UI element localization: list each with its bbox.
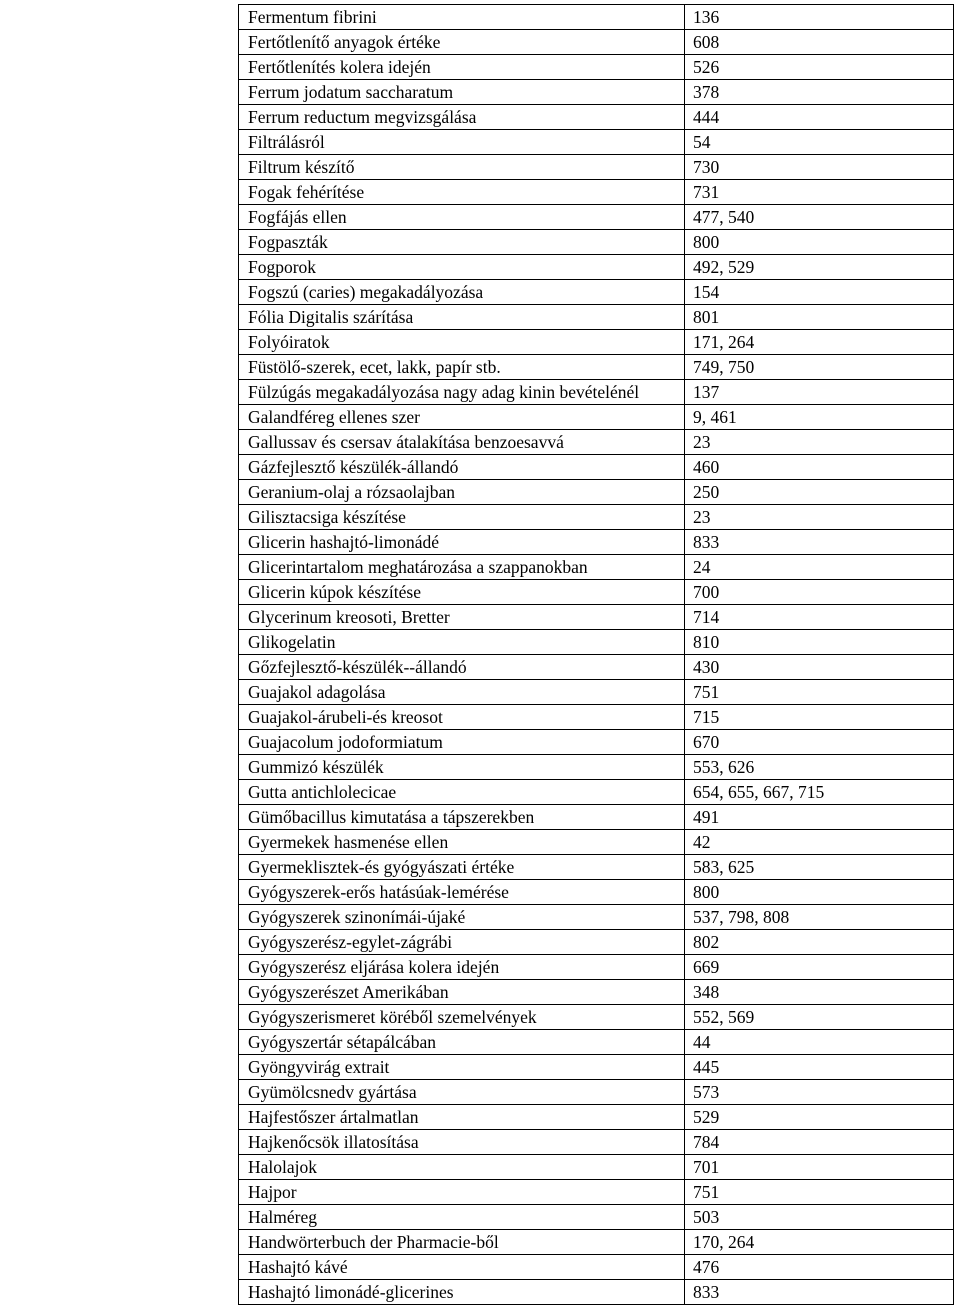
page-cell: 800 [685,230,954,255]
table-row [239,1005,954,1030]
page-cell: 537, 798, 808 [685,905,954,930]
term-cell: Fertőtlenítő anyagok értéke [239,30,685,55]
term-cell: Gyógyszerész eljárása kolera idején [239,955,685,980]
term-cell: Fogporok [239,255,685,280]
term-cell: Folyóiratok [239,330,685,355]
page-cell: 503 [685,1205,954,1230]
page-cell: 810 [685,630,954,655]
page-cell: 833 [685,1280,954,1305]
table-row [239,1080,954,1105]
term-cell: Hajfestőszer ártalmatlan [239,1105,685,1130]
page-cell: 430 [685,655,954,680]
page-cell: 552, 569 [685,1005,954,1030]
table-row [239,730,954,755]
page-cell: 751 [685,1180,954,1205]
page-cell: 833 [685,530,954,555]
table-row [239,5,954,30]
table-row [239,55,954,80]
table-row [239,480,954,505]
table-row [239,755,954,780]
term-cell: Ferrum reductum megvizsgálása [239,105,685,130]
term-cell: Gyógyszerek szinonímái-újaké [239,905,685,930]
term-cell: Gyógyszerészet Amerikában [239,980,685,1005]
term-cell: Halméreg [239,1205,685,1230]
table-row [239,980,954,1005]
page-cell: 378 [685,80,954,105]
page-cell: 608 [685,30,954,55]
term-cell: Gyöngyvirág extrait [239,1055,685,1080]
page-cell: 23 [685,505,954,530]
table-row [239,205,954,230]
table-row [239,30,954,55]
table-row [239,655,954,680]
table-row [239,1205,954,1230]
page-cell: 460 [685,455,954,480]
page-cell: 553, 626 [685,755,954,780]
term-cell: Gyógyszerismeret köréből szemelvények [239,1005,685,1030]
page-cell: 23 [685,430,954,455]
table-row [239,880,954,905]
page-cell: 669 [685,955,954,980]
term-cell: Gutta antichlolecicae [239,780,685,805]
term-cell: Füstölő-szerek, ecet, lakk, papír stb. [239,355,685,380]
page-cell: 800 [685,880,954,905]
term-cell: Hajkenőcsök illatosítása [239,1130,685,1155]
term-cell: Hashajtó limonádé-glicerines [239,1280,685,1305]
page-cell: 445 [685,1055,954,1080]
page-cell: 44 [685,1030,954,1055]
page-cell: 715 [685,705,954,730]
table-row [239,130,954,155]
page-cell: 491 [685,805,954,830]
page-cell: 749, 750 [685,355,954,380]
page-cell: 654, 655, 667, 715 [685,780,954,805]
table-row [239,780,954,805]
table-row [239,955,954,980]
term-cell: Geranium-olaj a rózsaolajban [239,480,685,505]
page-cell: 731 [685,180,954,205]
page-cell: 137 [685,380,954,405]
table-row [239,680,954,705]
table-row [239,705,954,730]
table-row [239,1030,954,1055]
table-row [239,380,954,405]
table-row [239,1055,954,1080]
term-cell: Fülzúgás megakadályozása nagy adag kinin bevételénél [239,380,685,405]
term-cell: Hashajtó kávé [239,1255,685,1280]
term-cell: Handwörterbuch der Pharmacie-ből [239,1230,685,1255]
page-cell: 477, 540 [685,205,954,230]
table-row [239,805,954,830]
term-cell: Gyógyszerész-egylet-zágrábi [239,930,685,955]
page-cell: 526 [685,55,954,80]
term-cell: Hajpor [239,1180,685,1205]
term-cell: Ferrum jodatum saccharatum [239,80,685,105]
page-cell: 170, 264 [685,1230,954,1255]
table-row [239,1130,954,1155]
term-cell: Fogpaszták [239,230,685,255]
table-row [239,905,954,930]
page-cell: 24 [685,555,954,580]
table-row [239,255,954,280]
page-cell: 444 [685,105,954,130]
table-row [239,855,954,880]
term-cell: Gőzfejlesztő-készülék--állandó [239,655,685,680]
table-row [239,455,954,480]
table-row [239,830,954,855]
page-cell: 136 [685,5,954,30]
term-cell: Glicerin kúpok készítése [239,580,685,605]
table-row [239,1155,954,1180]
page-cell: 42 [685,830,954,855]
term-cell: Fermentum fibrini [239,5,685,30]
page-cell: 802 [685,930,954,955]
page-cell: 730 [685,155,954,180]
table-row [239,355,954,380]
term-cell: Guajakol adagolása [239,680,685,705]
term-cell: Glycerinum kreosoti, Bretter [239,605,685,630]
table-row [239,105,954,130]
page-cell: 670 [685,730,954,755]
table-row [239,405,954,430]
page-cell: 573 [685,1080,954,1105]
table-row [239,1180,954,1205]
term-cell: Filtrálásról [239,130,685,155]
table-row [239,1255,954,1280]
term-cell: Gyógyszertár sétapálcában [239,1030,685,1055]
term-cell: Fólia Digitalis szárítása [239,305,685,330]
page-cell: 751 [685,680,954,705]
page-cell: 348 [685,980,954,1005]
table-row [239,180,954,205]
term-cell: Gallussav és csersav átalakítása benzoesavvá [239,430,685,455]
term-cell: Glicerintartalom meghatározása a szappanokban [239,555,685,580]
table-row [239,430,954,455]
index-table [238,4,954,1305]
page-cell: 54 [685,130,954,155]
term-cell: Gyermeklisztek-és gyógyászati értéke [239,855,685,880]
table-row [239,930,954,955]
term-cell: Gilisztacsiga készítése [239,505,685,530]
term-cell: Galandféreg ellenes szer [239,405,685,430]
term-cell: Gyermekek hasmenése ellen [239,830,685,855]
table-row [239,305,954,330]
table-row [239,330,954,355]
table-row [239,1280,954,1305]
term-cell: Gummizó készülék [239,755,685,780]
table-row [239,1105,954,1130]
page-cell: 700 [685,580,954,605]
term-cell: Gázfejlesztő készülék-állandó [239,455,685,480]
page-cell: 701 [685,1155,954,1180]
page-cell: 583, 625 [685,855,954,880]
page-cell: 9, 461 [685,405,954,430]
term-cell: Glikogelatin [239,630,685,655]
page-cell: 154 [685,280,954,305]
page-cell: 492, 529 [685,255,954,280]
term-cell: Halolajok [239,1155,685,1180]
page-cell: 714 [685,605,954,630]
page-cell: 476 [685,1255,954,1280]
term-cell: Guajacolum jodoformiatum [239,730,685,755]
table-row [239,230,954,255]
table-row [239,280,954,305]
page-cell: 529 [685,1105,954,1130]
term-cell: Fogszú (caries) megakadályozása [239,280,685,305]
page-cell: 171, 264 [685,330,954,355]
table-row [239,155,954,180]
table-row [239,580,954,605]
term-cell: Gyógyszerek-erős hatásúak-lemérése [239,880,685,905]
term-cell: Filtrum készítő [239,155,685,180]
table-row [239,630,954,655]
page-cell: 784 [685,1130,954,1155]
table-row [239,605,954,630]
table-row [239,530,954,555]
table-row [239,80,954,105]
term-cell: Gümőbacillus kimutatása a tápszerekben [239,805,685,830]
page-cell: 250 [685,480,954,505]
table-row [239,1230,954,1255]
term-cell: Fertőtlenítés kolera idején [239,55,685,80]
index-table-body [239,5,954,1305]
table-row [239,555,954,580]
term-cell: Gyümölcsnedv gyártása [239,1080,685,1105]
term-cell: Fogak fehérítése [239,180,685,205]
term-cell: Fogfájás ellen [239,205,685,230]
page-cell: 801 [685,305,954,330]
term-cell: Glicerin hashajtó-limonádé [239,530,685,555]
term-cell: Guajakol-árubeli-és kreosot [239,705,685,730]
table-row [239,505,954,530]
